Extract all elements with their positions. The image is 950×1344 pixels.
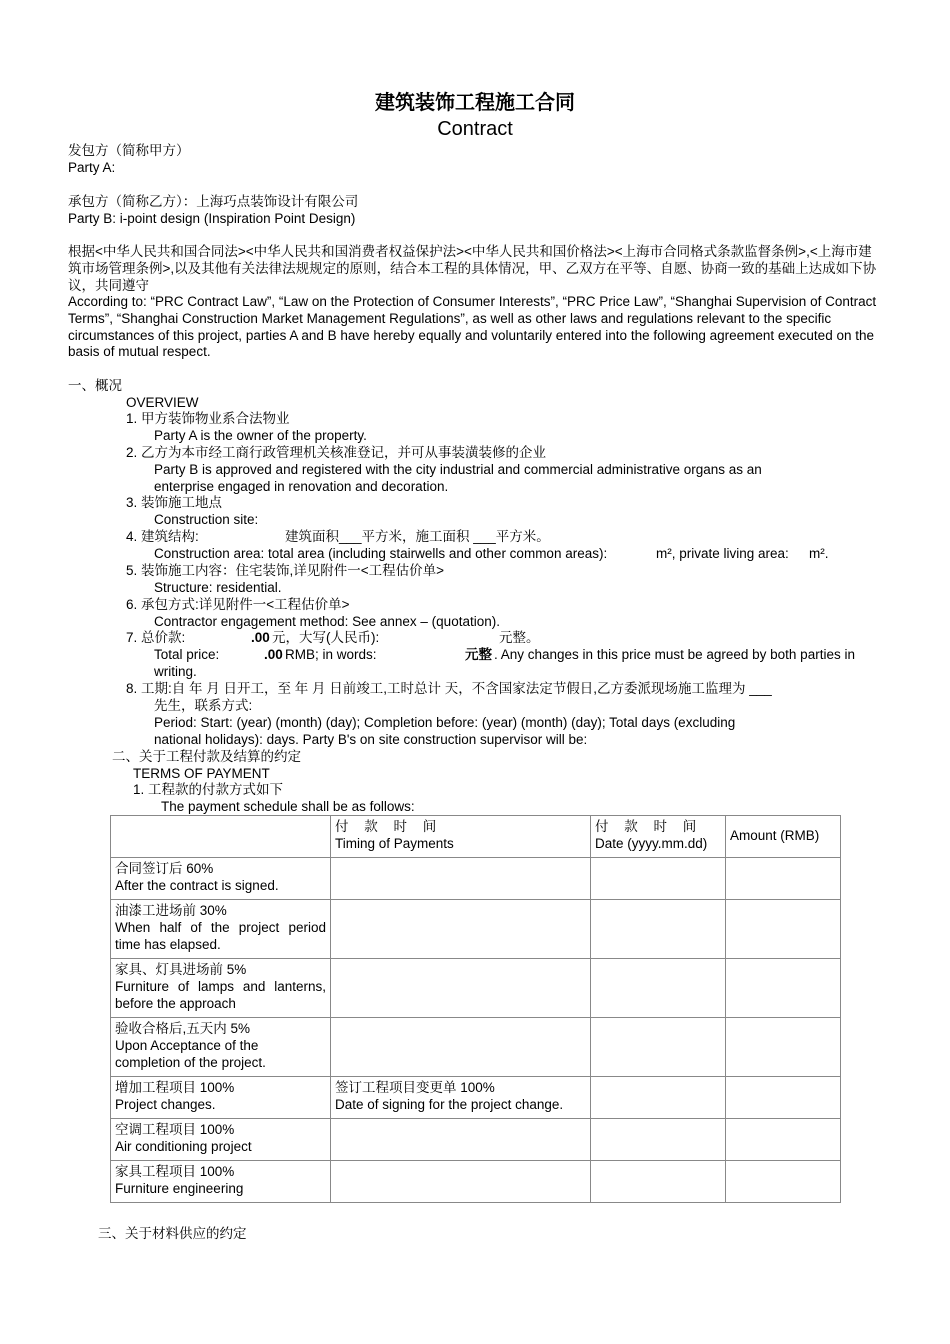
item7-english-amount: .00	[264, 647, 283, 662]
item8-chinese-line2: 先生，联系方式:	[154, 698, 253, 713]
row6-timing-cell	[331, 1119, 591, 1161]
row3-timing-cell	[331, 959, 591, 1018]
row2-amount-cell	[726, 900, 841, 959]
title-chinese: 建筑装饰工程施工合同	[375, 92, 575, 114]
row5-label-cell	[111, 1077, 331, 1119]
row4-label-chinese: 验收合格后,五天内 5%	[115, 1021, 251, 1036]
item7-english-f: writing.	[154, 664, 197, 679]
row5-amount-cell	[726, 1077, 841, 1119]
row3-amount-cell	[726, 959, 841, 1018]
header-timing-english: Timing of Payments	[335, 835, 454, 851]
row1-date-cell	[591, 858, 726, 900]
header-amount-english: Amount (RMB)	[730, 828, 820, 844]
row2-timing-cell	[331, 900, 591, 959]
item1-english: Party A is the owner of the property.	[154, 428, 367, 443]
header-timing-chinese: 付 款 时 间	[335, 819, 443, 834]
item7-chinese-yuan: 元整。	[499, 630, 540, 645]
item5-english: Structure: residential.	[154, 580, 282, 595]
row7-amount-cell	[726, 1161, 841, 1203]
item2-english-line1: Party B is approved and registered with the city industrial and commercial administrative organs as an	[154, 462, 762, 477]
item3-english: Construction site:	[154, 512, 259, 527]
row1-amount-cell	[726, 858, 841, 900]
title-english: Contract	[437, 118, 513, 140]
row6-label-english: Air conditioning project	[115, 1138, 252, 1154]
item7-english-yuan: 元整	[465, 647, 492, 662]
row2-date-cell	[591, 900, 726, 959]
item7-english-a: Total price:	[154, 647, 220, 662]
table-row	[111, 1119, 841, 1161]
section1-heading-english: OVERVIEW	[126, 395, 199, 410]
item2-chinese: 2. 乙方为本市经工商行政管理机关核准登记，并可从事装潢装修的企业	[126, 445, 547, 460]
section2-item1-chinese: 1. 工程款的付款方式如下	[133, 782, 284, 797]
table-row	[111, 858, 841, 900]
row3-date-cell	[591, 959, 726, 1018]
table-row	[111, 1161, 841, 1203]
basis-chinese: 根据<中华人民共和国合同法><中华人民共和国消费者权益保护法><中华人民共和国价格法><上海市合同格式条款监督条例>,<上海市建筑市场管理条例>,以及其他有关法律法规规定的原则，结合本工程的具体情况，甲、乙双方在平等、自愿、协商一致的基础上达成如下协议，共同遵守	[68, 244, 877, 293]
row5-timing-cell	[331, 1077, 591, 1119]
row7-date-cell	[591, 1161, 726, 1203]
header-date-chinese: 付 款 时 间	[595, 819, 703, 834]
item8-english-line2: national holidays): days. Party B's on site construction supervisor will be:	[154, 732, 588, 747]
item8-chinese: 8. 工期:自 年 月 日开工，至 年 月 日前竣工,工时总计 天，不含国家法定节假日,乙方委派现场施工监理为 ___	[126, 681, 772, 696]
item7-chinese: 7. 总价款:	[126, 630, 186, 645]
table-row	[111, 900, 841, 959]
table-row	[111, 959, 841, 1018]
row7-label-chinese: 家具工程项目 100%	[115, 1164, 235, 1179]
row6-label-cell	[111, 1119, 331, 1161]
item7-chinese-amount: .00	[251, 630, 270, 645]
header-cell-date	[591, 816, 726, 858]
item4-chinese: 4. 建筑结构:	[126, 529, 199, 544]
item7-english-words-label: RMB; in words:	[285, 647, 377, 662]
row3-label-english: Furniture of lamps and lanterns, before the approach	[115, 978, 326, 1011]
row2-label-chinese: 油漆工进场前 30%	[115, 903, 227, 918]
party-b-english: Party B: i-point design (Inspiration Point Design)	[68, 211, 356, 226]
row1-label-chinese: 合同签订后 60%	[115, 861, 214, 876]
row3-label-chinese: 家具、灯具进场前 5%	[115, 962, 247, 977]
party-b-chinese: 承包方（简称乙方）：上海巧点装饰设计有限公司	[68, 194, 359, 209]
header-date-english: Date (yyyy.mm.dd)	[595, 835, 708, 851]
row1-label-english: After the contract is signed.	[115, 877, 279, 893]
item3-chinese: 3. 装饰施工地点	[126, 495, 223, 510]
row4-label-english: Upon Acceptance of the completion of the project.	[115, 1037, 266, 1070]
item4-english-c: m².	[809, 546, 829, 561]
row5-label-english: Project changes.	[115, 1096, 216, 1112]
row5-label-chinese: 增加工程项目 100%	[115, 1080, 235, 1095]
row7-label-english: Furniture engineering	[115, 1180, 244, 1196]
party-a-chinese: 发包方（简称甲方）	[68, 143, 190, 158]
item2-english-line2: enterprise engaged in renovation and decoration.	[154, 479, 449, 494]
table-row	[111, 1077, 841, 1119]
table-header-row	[111, 816, 841, 858]
row4-date-cell	[591, 1018, 726, 1077]
section2-heading-english: TERMS OF PAYMENT	[133, 766, 270, 781]
section3-heading-chinese: 三、关于材料供应的约定	[98, 1226, 247, 1241]
row5-timing-english: Date of signing for the project change.	[335, 1096, 564, 1112]
basis-english: According to: “PRC Contract Law”, “Law on the Protection of Consumer Interests”, “PRC Price Law”, “Shanghai Supervision of Contract Terms”, “Shanghai Construction Market Management Regulations”, as well as other laws and regulations relevant to the specific circumstances of this project, parties A and B have hereby equally and voluntarily entered into the following agreement executed on the basis of mutual respect.	[68, 294, 877, 360]
row2-label-english: When half of the project period time has elapsed.	[115, 919, 326, 952]
row2-label-cell	[111, 900, 331, 959]
section2-item1-english: The payment schedule shall be as follows:	[161, 799, 415, 814]
item6-english: Contractor engagement method: See annex – (quotation).	[154, 614, 500, 629]
row7-label-cell	[111, 1161, 331, 1203]
section1-heading-chinese: 一、概况	[68, 378, 122, 393]
item7-chinese-words-label: 元，大写(人民币):	[272, 630, 380, 645]
row4-timing-cell	[331, 1018, 591, 1077]
item4-english-a: Construction area: total area (including stairwells and other common areas):	[154, 546, 608, 561]
item4-english-b: m², private living area:	[656, 546, 789, 561]
header-cell-amount	[726, 816, 841, 858]
row3-label-cell	[111, 959, 331, 1018]
item1-chinese: 1. 甲方装饰物业系合法物业	[126, 411, 290, 426]
item6-chinese: 6. 承包方式:详见附件一<工程估价单>	[126, 597, 350, 612]
row6-date-cell	[591, 1119, 726, 1161]
payment-schedule-table	[110, 815, 841, 1203]
row7-timing-cell	[331, 1161, 591, 1203]
row1-label-cell	[111, 858, 331, 900]
row1-timing-cell	[331, 858, 591, 900]
row4-label-cell	[111, 1018, 331, 1077]
row5-timing-chinese: 签订工程项目变更单 100%	[335, 1080, 495, 1095]
party-a-english: Party A:	[68, 160, 116, 175]
header-cell-timing	[331, 816, 591, 858]
row6-amount-cell	[726, 1119, 841, 1161]
item5-chinese: 5. 装饰施工内容：住宅装饰,详见附件一<工程估价单>	[126, 563, 445, 578]
row5-date-cell	[591, 1077, 726, 1119]
table-row	[111, 1018, 841, 1077]
item4-area-chinese: 建筑面积___平方米，施工面积 ___平方米。	[285, 529, 550, 544]
header-cell-empty	[111, 816, 331, 858]
row4-amount-cell	[726, 1018, 841, 1077]
section2-heading-chinese: 二、关于工程付款及结算的约定	[112, 749, 301, 764]
item8-english-line1: Period: Start: (year) (month) (day); Completion before: (year) (month) (day); Total days (excluding	[154, 715, 736, 730]
row6-label-chinese: 空调工程项目 100%	[115, 1122, 235, 1137]
item7-english-e: . Any changes in this price must be agreed by both parties in	[494, 647, 855, 662]
